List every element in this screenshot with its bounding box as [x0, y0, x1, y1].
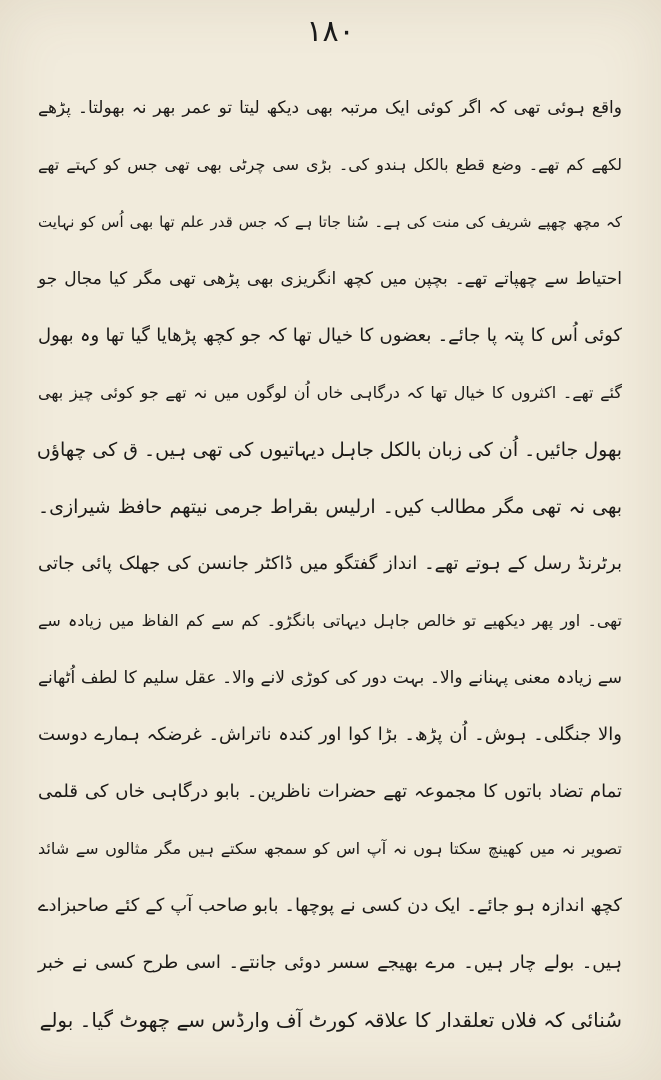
text-line: تصویر نہ میں کھینچ سکتا ہوں نہ آپ اس کو سمجھ سکتے ہیں مگر مثالوں سے شائد: [38, 839, 622, 858]
text-line: بھی نہ تھی مگر مطالب کیں۔ ارلیس بقراط جرمی نیتھم حافظ شیرازی۔: [38, 496, 622, 518]
text-line: کوئی اُس کا پتہ پا جائے۔ بعضوں کا خیال تھا کہ جو کچھ پڑھایا گیا تھا وہ بھول: [38, 325, 622, 346]
text-line: سے زیادہ معنی پہنانے والا۔ بہت دور کی کوڑی لانے والا۔ عقل سلیم کا لطف اُٹھانے: [38, 668, 622, 688]
text-line: کہ مچھ چھپے شریف کی منت کی ہے۔ سُنا جاتا ہے کہ جس قدر علم تھا بھی اُس کو نہایت: [38, 213, 622, 231]
text-line: بھول جائیں۔ اُن کی زبان بالکل جاہل دیہاتیوں کی تھی ہیں۔ ق کی چھاؤں: [36, 439, 622, 461]
text-line: واقع ہوئی تھی کہ اگر کوئی ایک مرتبہ بھی دیکھ لیتا تو عمر بھر نہ بھولتا۔ پڑھے: [38, 98, 622, 118]
text-line: گئے تھے۔ اکثروں کا خیال تھا کہ درگاہی خاں اُن لوگوں میں نہ تھے جو کوئی چیز بھی: [38, 383, 622, 402]
text-line: برٹرنڈ رسل کے ہوتے تھے۔ انداز گفتگو میں ڈاکٹر جانسن کی جھلک پائی جاتی: [38, 553, 622, 574]
text-line: سُنائی کہ فلاں تعلقدار کا علاقہ کورٹ آف وارڈس سے چھوٹ گیا۔ بولے: [39, 1008, 622, 1032]
text-line: تھی۔ اور پھر دیکھیے تو خالص جاہل دیہاتی بانگڑو۔ کم سے کم الفاظ میں زیادہ سے: [38, 611, 622, 630]
urdu-text-block: [38, 88, 622, 1060]
page-number: ۱۸۰: [306, 14, 355, 49]
text-line: احتیاط سے چھپاتے تھے۔ بچپن میں کچھ انگریزی بھی پڑھی تھی مگر کیا مجال جو: [38, 269, 622, 289]
text-line: ہیں۔ بولے چار ہیں۔ مرے بھیجے سسر دوئی جانتے۔ اسی طرح کسی نے خبر: [38, 952, 622, 973]
text-line: والا جنگلی۔ ہوش۔ اُن پڑھ۔ بڑا کوا اور کندہ ناتراش۔ غرضکہ ہمارے دوست: [38, 724, 622, 745]
text-line: لکھے کم تھے۔ وضع قطع بالکل ہندو کی۔ بڑی سی چرٹی بھی تھی جس کو کہتے تھے: [38, 155, 622, 174]
text-line: تمام تضاد باتوں کا مجموعہ تھے حضرات ناظرین۔ بابو درگاہی خاں کی قلمی: [38, 781, 622, 802]
text-line: کچھ اندازہ ہو جائے۔ ایک دن کسی نے پوچھا۔ بابو صاحب آپ کے کئے صاحبزادے: [38, 895, 622, 916]
